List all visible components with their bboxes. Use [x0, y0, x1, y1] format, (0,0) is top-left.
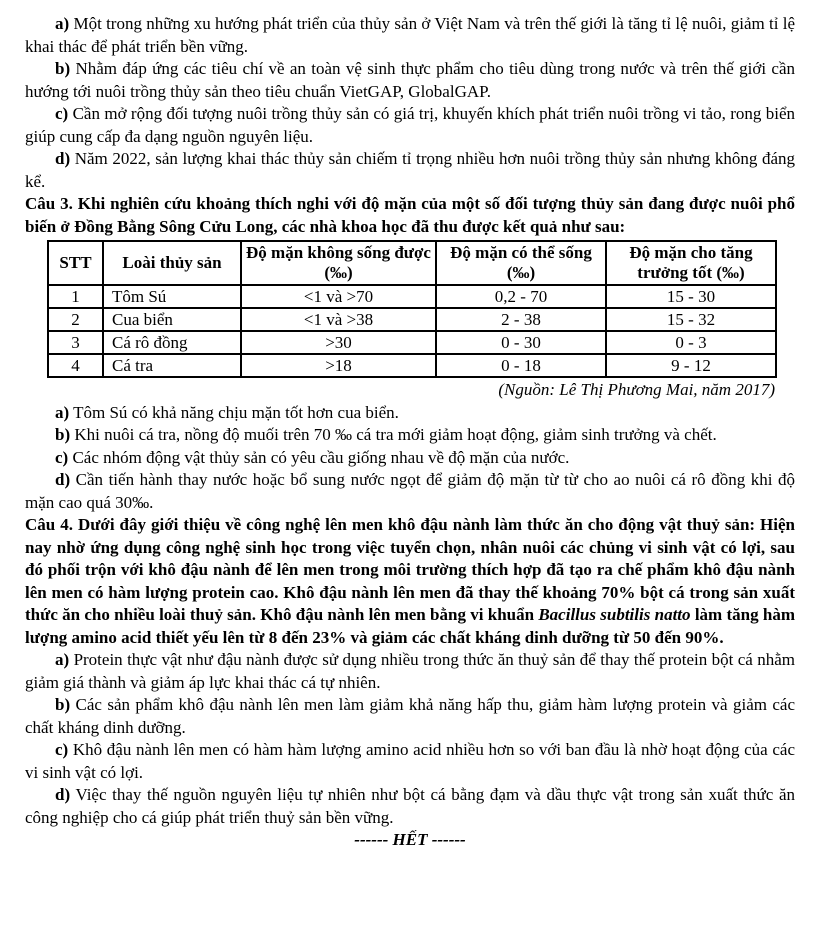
table-cell: 2	[48, 308, 103, 331]
cau4-option-a	[25, 649, 795, 694]
table-cell: >30	[241, 331, 436, 354]
table-cell: Tôm Sú	[103, 285, 241, 308]
option-label: c)	[55, 740, 69, 759]
cau4-intro-after: làm tăng hàm lượng amino acid thiết yếu lên từ 8 đến 23% và giảm các chất kháng dinh dưỡng từ 50 đến 90%.	[25, 605, 796, 647]
table-cell: <1 và >70	[241, 285, 436, 308]
header-stt: STT	[48, 241, 103, 285]
table-cell: 0,2 - 70	[436, 285, 606, 308]
option-text: Cần mở rộng đối tượng nuôi trồng thủy sản có giá trị, khuyến khích phát triển nuôi trồng vi tảo, rong biển giúp cung cấp đa dạng nguồn nguyên liệu.	[25, 104, 795, 146]
table-cell: 9 - 12	[606, 354, 776, 377]
option-text: Tôm Sú có khả năng chịu mặn tốt hơn cua biển.	[69, 402, 399, 422]
table-cell: Cua biển	[103, 308, 241, 331]
option-label: c)	[55, 447, 69, 467]
option-label: b)	[55, 425, 71, 444]
option-label: d)	[55, 785, 71, 804]
cau3-option-b	[25, 424, 795, 447]
bacteria-species-name: Bacillus subtilis natto	[538, 605, 691, 624]
table-cell: 3	[48, 331, 103, 354]
table-row	[48, 308, 776, 331]
option-text: Cần tiến hành thay nước hoặc bổ sung nước ngọt để giảm độ mặn từ từ cho ao nuôi cá rô đồng khi độ mặn cao quá 30‰.	[25, 470, 795, 512]
table-row	[48, 354, 776, 377]
prev-option-a	[25, 13, 795, 58]
table-cell: 15 - 32	[606, 308, 776, 331]
cau4-intro-before: Câu 4. Dưới đây giới thiệu về công nghệ lên men khô đậu nành làm thức ăn cho động vật thuỷ sản: Hiện nay nhờ ứng dụng công nghệ sinh học trong việc tuyển chọn, nhân nuôi các chủng vi sinh vật có lợi, sau đó phối trộn với khô đậu nành để lên men trong môi trường thích hợp đã tạo ra chế phẩm khô đậu nành lên men có hàm lượng protein cao. Khô đậu nành lên men đã thay thế khoảng 70% bột cá trong sản xuất thức ăn cho nhiều loài thuỷ sản. Khô đậu nành lên men bằng vi khuẩn	[25, 515, 795, 624]
cau3-option-a	[25, 402, 795, 425]
cau4-option-b	[25, 694, 795, 739]
option-label: a)	[55, 402, 70, 422]
option-label: b)	[55, 59, 71, 78]
table-cell: Cá tra	[103, 354, 241, 377]
option-label: c)	[55, 104, 69, 123]
table-cell: 0 - 18	[436, 354, 606, 377]
option-text: Việc thay thế nguồn nguyên liệu tự nhiên như bột cá bằng đạm và dầu thực vật trong sản xuất thức ăn công nghiệp cho cá giúp phát triển thuỷ sản bền vững.	[25, 785, 795, 827]
cau3-option-d	[25, 469, 795, 514]
option-label: a)	[55, 14, 70, 33]
option-text: Protein thực vật như đậu nành được sử dụng nhiều trong thức ăn thuỷ sản để thay thế protein bột cá nhằm giảm giá thành và giảm áp lực khai thác cá tự nhiên.	[25, 650, 795, 692]
option-text: Nhằm đáp ứng các tiêu chí về an toàn vệ sinh thực phẩm cho tiêu dùng trong nước và trên thế giới cần hướng tới nuôi trồng thủy sản theo tiêu chuẩn VietGAP, GlobalGAP.	[25, 59, 795, 101]
table-cell: 2 - 38	[436, 308, 606, 331]
header-species: Loài thủy sản	[103, 241, 241, 285]
cau4-heading	[25, 514, 795, 649]
cau3-option-c	[25, 447, 795, 470]
prev-option-d	[25, 148, 795, 193]
header-survivable-salinity: Độ mặn có thể sống (‰)	[436, 241, 606, 285]
table-header-row	[48, 241, 776, 285]
prev-option-b	[25, 58, 795, 103]
cau4-option-c	[25, 739, 795, 784]
table-source: (Nguồn: Lê Thị Phương Mai, năm 2017)	[498, 380, 775, 399]
option-text: Một trong những xu hướng phát triển của thủy sản ở Việt Nam và trên thế giới là tăng tỉ lệ nuôi, giảm tỉ lệ khai thác để phát triển bền vững.	[25, 14, 795, 56]
cau3-heading: Câu 3. Khi nghiên cứu khoảng thích nghi với độ mặn của một số đối tượng thủy sản đang được nuôi phổ biến ở Đồng Bằng Sông Cửu Long, các nhà khoa học đã thu được kết quả như sau:	[25, 194, 795, 236]
table-cell: 0 - 30	[436, 331, 606, 354]
option-text: Các nhóm động vật thủy sản có yêu cầu giống nhau về độ mặn của nước.	[68, 447, 570, 467]
table-row	[48, 285, 776, 308]
table-cell: Cá rô đồng	[103, 331, 241, 354]
option-text: Khi nuôi cá tra, nồng độ muối trên 70 ‰ cá tra mới giảm hoạt động, giảm sinh trưởng và chết.	[70, 425, 717, 444]
table-cell: <1 và >38	[241, 308, 436, 331]
table-cell: 0 - 3	[606, 331, 776, 354]
table-row	[48, 331, 776, 354]
table-cell: >18	[241, 354, 436, 377]
option-label: a)	[55, 650, 70, 669]
option-label: d)	[55, 470, 71, 489]
end-marker: ------ HẾT ------	[354, 830, 466, 849]
option-label: d)	[55, 149, 71, 168]
table-cell: 1	[48, 285, 103, 308]
cau4-option-d	[25, 784, 795, 829]
header-lethal-salinity: Độ mặn không sống được (‰)	[241, 241, 436, 285]
option-text: Khô đậu nành lên men có hàm hàm lượng amino acid nhiều hơn so với ban đầu là nhờ hoạt động của các vi sinh vật có lợi.	[25, 740, 795, 782]
salinity-table	[47, 240, 777, 378]
option-label: b)	[55, 695, 71, 714]
table-cell: 4	[48, 354, 103, 377]
option-text: Năm 2022, sản lượng khai thác thủy sản chiếm tỉ trọng nhiều hơn nuôi trồng thủy sản nhưng không đáng kể.	[25, 149, 795, 191]
option-text: Các sản phẩm khô đậu nành lên men làm giảm khả năng hấp thu, giảm hàm lượng protein và giảm các chất kháng dinh dưỡng.	[25, 695, 795, 737]
prev-option-c	[25, 103, 795, 148]
header-optimal-salinity: Độ mặn cho tăng trưởng tốt (‰)	[606, 241, 776, 285]
table-cell: 15 - 30	[606, 285, 776, 308]
